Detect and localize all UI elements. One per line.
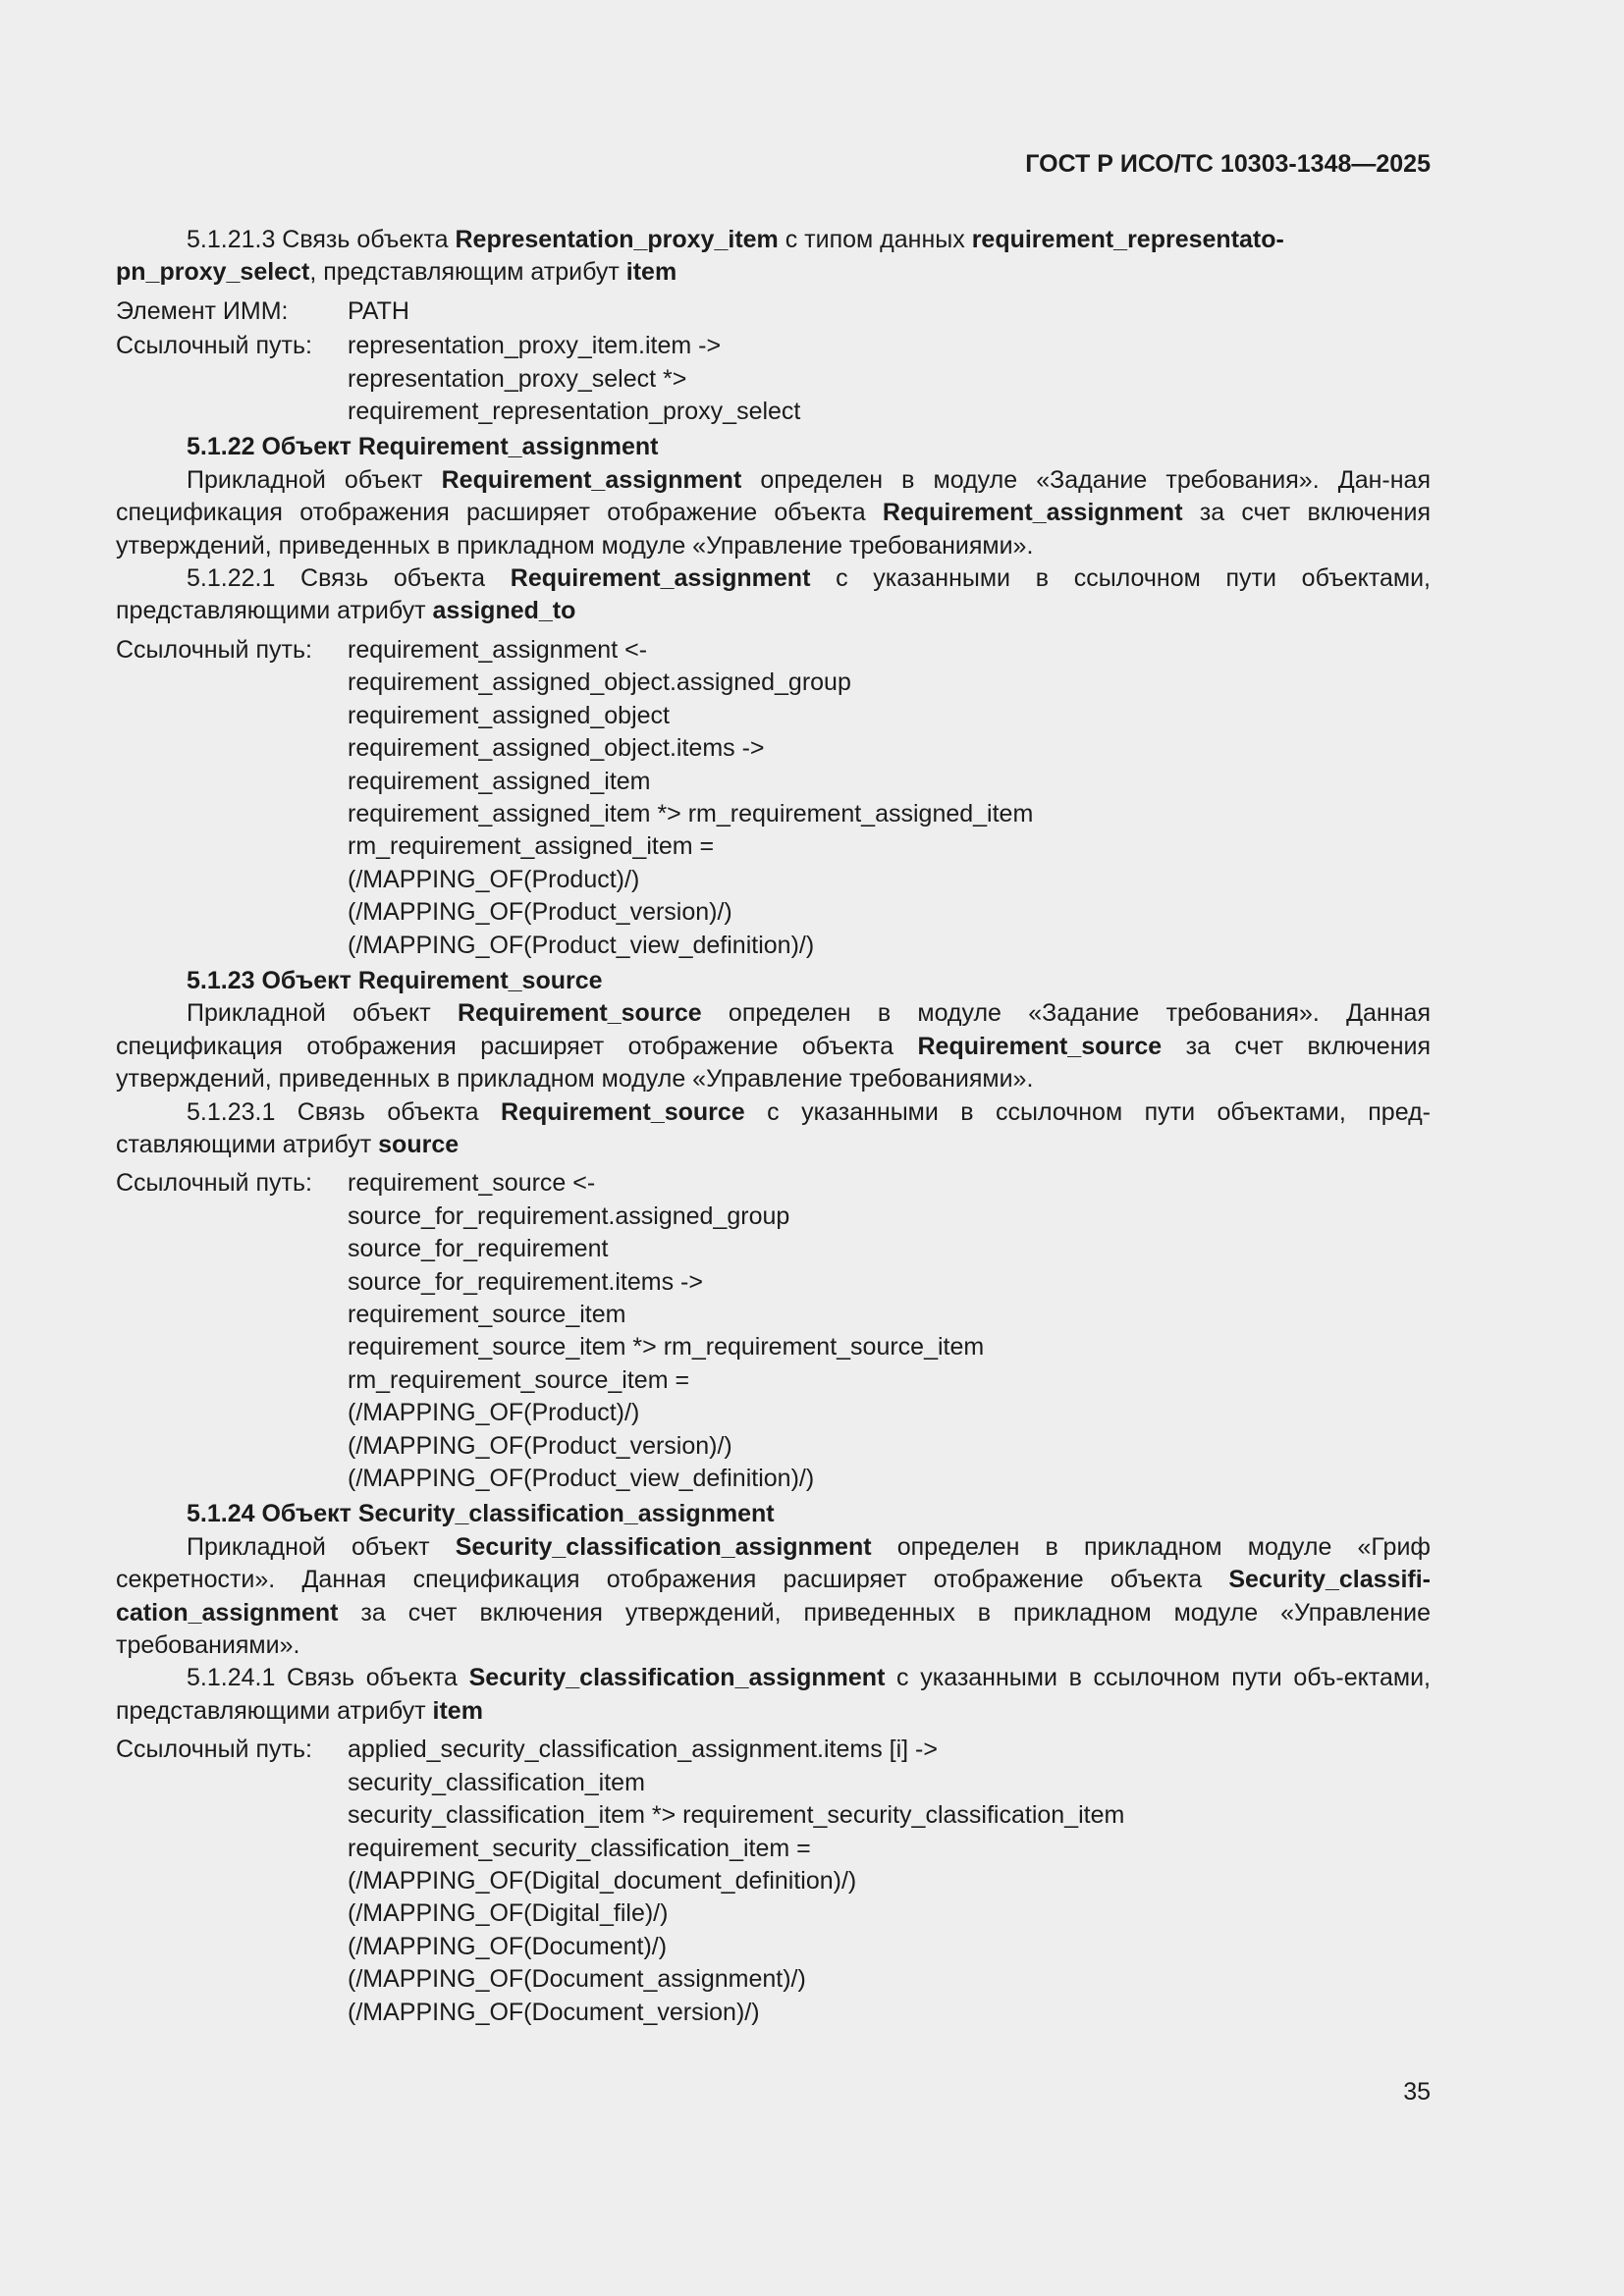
paragraph: Прикладной объект Requirement_assignment определен в модуле «Задание требования». Дан-ная спецификация отображения расширяет отображение объекта Requirement_assignment за счет включения утверждений, приведенных в прикладном модуле «Управление требованиями». [116,465,1431,560]
reference-path-row [116,634,1431,962]
path-line: source_for_requirement [348,1235,609,1263]
path-line: source_for_requirement.assigned_group [348,1201,790,1230]
reference-path-label: Ссылочный путь: [116,635,312,664]
path-line: security_classification_item [348,1768,645,1796]
document-header: ГОСТ Р ИСО/ТС 10303-1348—2025 [1025,150,1431,178]
section-heading-5-1-24: 5.1.24 Объект Security_classification_assignment [187,1500,775,1528]
section-heading-5-1-22: 5.1.22 Объект Requirement_assignment [187,433,659,461]
reference-path-label: Ссылочный путь: [116,1735,312,1764]
path-line: requirement_assigned_object.assigned_group [348,668,851,697]
path-line: security_classification_item *> requirement_security_classification_item [348,1801,1125,1830]
reference-path-lines [348,1734,1431,2029]
path-line: rm_requirement_source_item = [348,1365,690,1394]
clause-5-1-23-1: 5.1.23.1 Связь объекта Requirement_source с указанными в ссылочном пути объектами, пред-ставляющими атрибут source [116,1097,1431,1158]
path-line: requirement_source <- [348,1169,596,1198]
path-line: requirement_security_classification_item = [348,1834,811,1862]
path-line: representation_proxy_item.item -> [348,332,722,360]
page-number: 35 [1403,2078,1431,2106]
document-body [116,224,1431,2029]
path-line: representation_proxy_select *> [348,364,687,393]
path-line: (/MAPPING_OF(Product_version)/) [348,898,732,927]
path-line: requirement_assigned_item *> rm_requirement_assigned_item [348,799,1034,828]
clause-5-1-24-1: 5.1.24.1 Связь объекта Security_classification_assignment с указанными в ссылочном пути объ-ектами, представляющими атрибут item [116,1664,1431,1725]
imm-element-row [116,295,1431,328]
reference-path-lines [348,330,1431,428]
reference-path-lines [348,634,1431,962]
clause-5-1-22-1: 5.1.22.1 Связь объекта Requirement_assignment с указанными в ссылочном пути объектами, представляющими атрибут assigned_to [116,564,1431,625]
path-line: requirement_assignment <- [348,635,648,664]
paragraph: Прикладной объект Security_classification_assignment определен в прикладном модуле «Гриф секретности». Данная спецификация отображения расширяет отображение объекта Security_classifi-cation_assignment за счет включения утверждений, приведенных в прикладном модуле «Управление требованиями». [116,1532,1431,1660]
path-line: applied_security_classification_assignment.items [i] -> [348,1735,938,1764]
path-line: (/MAPPING_OF(Document_version)/) [348,1998,760,2026]
clause-5-1-21-3: 5.1.21.3 Связь объекта Representation_proxy_item с типом данных requirement_representato- pn_proxy_select, представляющим атрибут item [116,226,1284,287]
path-line: requirement_source_item [348,1301,626,1328]
path-line: (/MAPPING_OF(Product_view_definition)/) [348,931,815,959]
path-line: requirement_source_item *> rm_requirement_source_item [348,1333,985,1362]
reference-path-row [116,1167,1431,1495]
path-line: (/MAPPING_OF(Product)/) [348,1399,640,1427]
reference-path-label: Ссылочный путь: [116,332,312,360]
reference-path-row [116,330,1431,428]
reference-path-lines [348,1167,1431,1495]
path-line: (/MAPPING_OF(Document)/) [348,1932,668,1960]
reference-path-label: Ссылочный путь: [116,1169,312,1198]
imm-label: Элемент ИММ: [116,296,289,325]
section-heading-5-1-23: 5.1.23 Объект Requirement_source [187,966,603,994]
path-line: (/MAPPING_OF(Digital_document_definition)/) [348,1866,857,1895]
path-line: requirement_assigned_item [348,767,651,795]
path-line: (/MAPPING_OF(Product_view_definition)/) [348,1465,815,1493]
reference-path-row [116,1734,1431,2029]
imm-value: PATH [348,296,409,325]
path-line: requirement_assigned_object.items -> [348,734,765,763]
path-line: (/MAPPING_OF(Product_version)/) [348,1431,732,1460]
path-line: (/MAPPING_OF(Product)/) [348,865,640,893]
path-line: requirement_assigned_object [348,701,670,729]
path-line: (/MAPPING_OF(Document_assignment)/) [348,1965,806,1994]
path-line: requirement_representation_proxy_select [348,398,801,426]
path-line: (/MAPPING_OF(Digital_file)/) [348,1899,669,1928]
path-line: rm_requirement_assigned_item = [348,832,715,861]
paragraph: Прикладной объект Requirement_source определен в модуле «Задание требования». Данная спецификация отображения расширяет отображение объекта Requirement_source за счет включения утверждений, приведенных в прикладном модуле «Управление требованиями». [116,999,1432,1094]
path-line: source_for_requirement.items -> [348,1267,703,1296]
